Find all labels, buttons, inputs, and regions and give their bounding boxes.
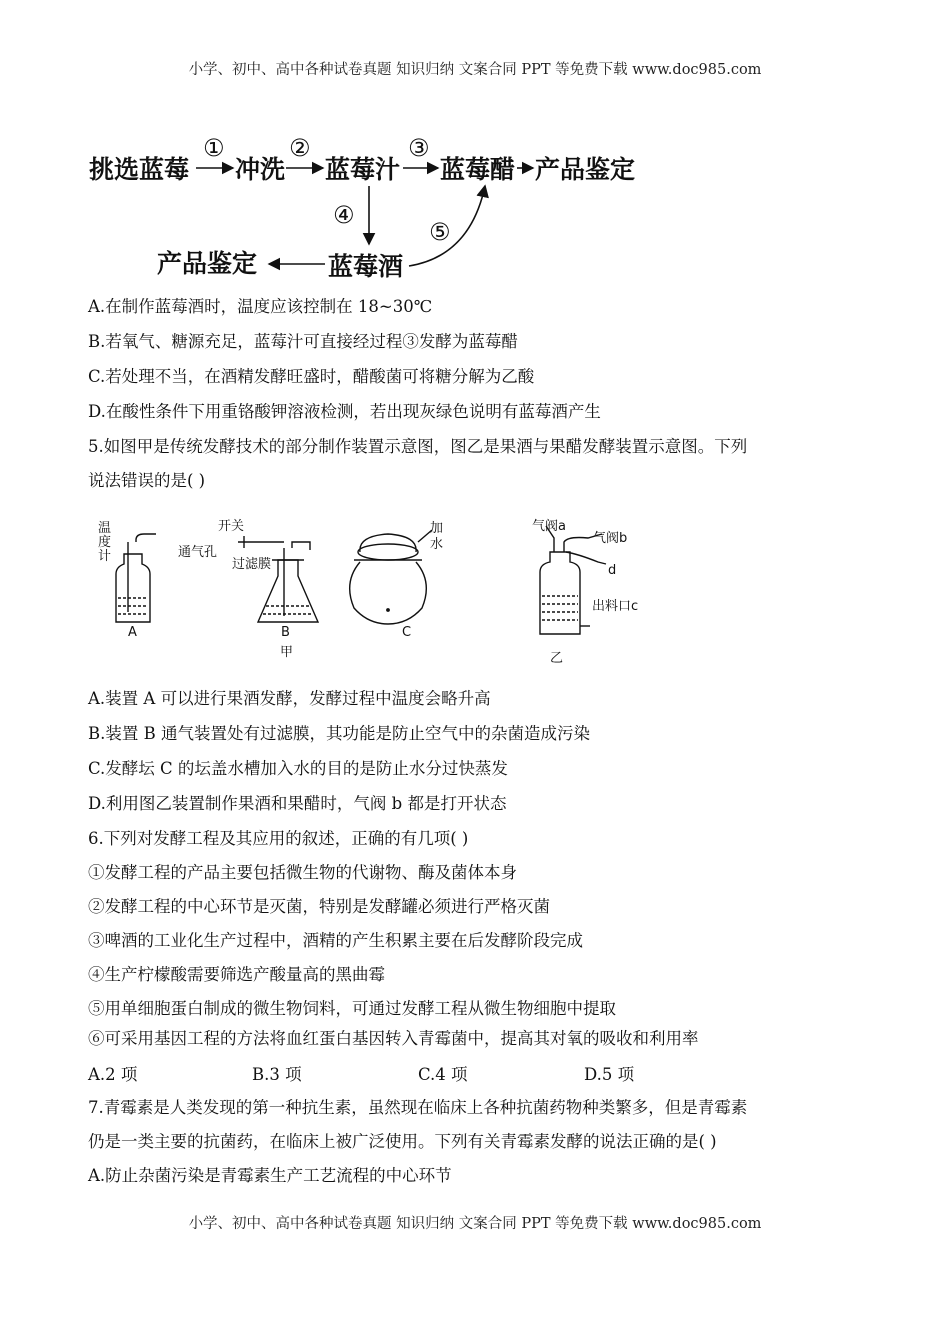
step-2-label: ② — [289, 134, 311, 162]
step-4-label: ④ — [333, 201, 355, 229]
q7-stem-line1: 7.青霉素是人类发现的第一种抗生素，虽然现在临床上各种抗菌药物种类繁多，但是青霉素 — [88, 1098, 748, 1117]
q4-option-b: B.若氧气、糖源充足，蓝莓汁可直接经过程③发酵为蓝莓醋 — [88, 332, 518, 351]
label-ji: 计 — [98, 549, 112, 564]
q6-item-2: ②发酵工程的中心环节是灭菌，特别是发酵罐必须进行严格灭菌 — [88, 897, 550, 916]
label-guolvmo: 过滤膜 — [232, 557, 272, 572]
q6-stem: 6.下列对发酵工程及其应用的叙述，正确的有几项( ) — [88, 829, 469, 848]
flow-node-lanmeicu: 蓝莓醋 — [440, 155, 516, 184]
q6-choice-b: B.3 项 — [252, 1065, 302, 1084]
q5-option-a: A.装置 A 可以进行果酒发酵，发酵过程中温度会略升高 — [88, 689, 491, 708]
q4-option-a: A.在制作蓝莓酒时，温度应该控制在 18~30℃ — [88, 297, 433, 316]
q6-item-3: ③啤酒的工业化生产过程中，酒精的产生积累主要在后发酵阶段完成 — [88, 931, 583, 950]
apparatus-a — [116, 534, 156, 622]
step-1-label: ① — [203, 134, 225, 162]
label-tongqikong: 通气孔 — [178, 545, 218, 560]
q5-stem-line1: 5.如图甲是传统发酵技术的部分制作装置示意图，图乙是果酒与果醋发酵装置示意图。下列 — [88, 437, 748, 456]
label-shui: 水 — [430, 537, 444, 552]
q6-choice-d: D.5 项 — [584, 1065, 635, 1084]
q7-option-a: A.防止杂菌污染是青霉素生产工艺流程的中心环节 — [88, 1166, 452, 1185]
flow-node-tiaoxuan: 挑选蓝莓 — [89, 155, 190, 184]
q6-item-5: ⑤用单细胞蛋白制成的微生物饲料，可通过发酵工程从微生物细胞中提取 — [88, 999, 616, 1018]
q6-choice-c: C.4 项 — [418, 1065, 468, 1084]
q4-option-c: C.若处理不当，在酒精发酵旺盛时，醋酸菌可将糖分解为乙酸 — [88, 367, 535, 386]
flow-node-chanpin-2: 产品鉴定 — [157, 249, 258, 278]
label-jia: 加 — [430, 521, 444, 536]
q5-option-d: D.利用图乙装置制作果酒和果醋时，气阀 b 都是打开状态 — [88, 794, 507, 813]
label-a: A — [128, 625, 137, 640]
step-5-label: ⑤ — [429, 218, 451, 246]
q7-stem-line2: 仍是一类主要的抗菌药，在临床上被广泛使用。下列有关青霉素发酵的说法正确的是( ) — [88, 1132, 717, 1151]
label-wen: 温 — [98, 521, 112, 536]
label-qifa-b: 气阀b — [593, 531, 628, 546]
q5-option-c: C.发酵坛 C 的坛盖水槽加入水的目的是防止水分过快蒸发 — [88, 759, 508, 778]
apparatus-b — [238, 536, 318, 622]
apparatus-c — [350, 530, 432, 624]
q6-item-1: ①发酵工程的产品主要包括微生物的代谢物、酶及菌体本身 — [88, 863, 517, 882]
page-footer: 小学、初中、高中各种试卷真题 知识归纳 文案合同 PPT 等免费下载 www.doc985.com — [188, 1216, 762, 1232]
flow-node-chanpin-1: 产品鉴定 — [535, 155, 636, 184]
label-chuliaokou: 出料口c — [592, 599, 639, 614]
q6-choice-a: A.2 项 — [88, 1065, 138, 1084]
label-qifa-a: 气阀a — [532, 519, 566, 534]
label-c: C — [402, 625, 412, 640]
q5-stem-line2: 说法错误的是( ) — [88, 471, 206, 490]
q5-option-b: B.装置 B 通气装置处有过滤膜，其功能是防止空气中的杂菌造成污染 — [88, 724, 590, 743]
flow-node-lanmeijiu: 蓝莓酒 — [328, 252, 404, 281]
page-header: 小学、初中、高中各种试卷真题 知识归纳 文案合同 PPT 等免费下载 www.doc985.com — [188, 62, 762, 78]
step-3-label: ③ — [408, 134, 430, 162]
flow-diagram — [85, 128, 665, 288]
flow-node-lanmeizhi: 蓝莓汁 — [325, 155, 401, 184]
q4-option-d: D.在酸性条件下用重铬酸钾溶液检测，若出现灰绿色说明有蓝莓酒产生 — [88, 402, 601, 421]
label-jia-figure: 甲 — [280, 645, 294, 660]
apparatus-figure — [88, 512, 648, 672]
label-d: d — [608, 563, 617, 578]
label-b: B — [281, 625, 290, 640]
flow-node-chongxi: 冲洗 — [235, 155, 286, 184]
label-yi: 乙 — [550, 651, 564, 666]
q6-item-4: ④生产柠檬酸需要筛选产酸量高的黑曲霉 — [88, 965, 385, 984]
label-kaiguan: 开关 — [218, 519, 245, 534]
label-du: 度 — [98, 535, 112, 550]
q6-item-6: ⑥可采用基因工程的方法将血红蛋白基因转入青霉菌中，提高其对氧的吸收和利用率 — [88, 1029, 699, 1048]
